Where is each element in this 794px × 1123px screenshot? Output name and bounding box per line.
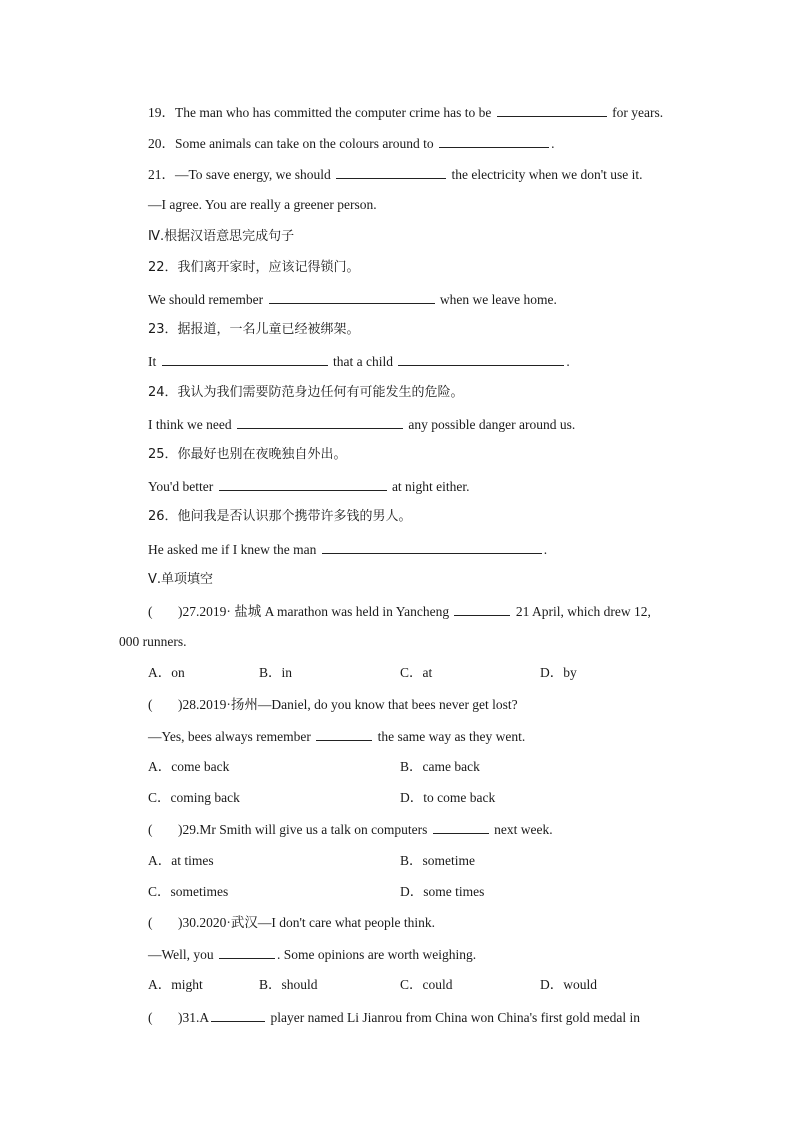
question-26-chinese: 26．他问我是否认识那个携带许多钱的男人。 (148, 509, 412, 524)
option-c[interactable]: C．could (400, 977, 453, 992)
answer-blank[interactable] (439, 134, 549, 148)
answer-paren[interactable]: ( (148, 822, 153, 837)
answer-blank[interactable] (219, 945, 275, 959)
option-b[interactable]: B．came back (400, 759, 480, 774)
section-4-heading: Ⅳ.根据汉语意思完成句子 (148, 229, 295, 244)
answer-blank[interactable] (316, 727, 372, 741)
question-27: ( )27.2019· 盐城 A marathon was held in Yancheng 21 April, which drew 12, (148, 604, 651, 619)
question-28: ( )28.2019·扬州—Daniel, do you know that bees never get lost? (148, 697, 518, 712)
question-21: 21．—To save energy, we should the electricity when we don't use it. (148, 167, 643, 182)
option-b[interactable]: B．in (259, 665, 293, 680)
answer-blank[interactable] (336, 165, 446, 179)
option-b[interactable]: B．should (259, 977, 318, 992)
question-26: He asked me if I knew the man . (148, 542, 548, 557)
answer-blank[interactable] (162, 352, 328, 366)
question-19: 19．The man who has committed the computer crime has to be for years. (148, 105, 664, 120)
option-d[interactable]: D．some times (400, 884, 485, 899)
answer-blank[interactable] (322, 540, 542, 554)
question-22-chinese: 22．我们离开家时，应该记得锁门。 (148, 260, 360, 275)
answer-blank[interactable] (433, 820, 489, 834)
answer-blank[interactable] (219, 477, 387, 491)
option-a[interactable]: A．come back (148, 759, 230, 774)
question-21-reply: —I agree. You are really a greener person. (148, 197, 377, 212)
answer-blank[interactable] (211, 1008, 265, 1022)
answer-blank[interactable] (269, 290, 435, 304)
option-d[interactable]: D．to come back (400, 790, 496, 805)
question-30-reply: —Well, you . Some opinions are worth weighing. (148, 947, 477, 962)
question-25-chinese: 25．你最好也别在夜晚独自外出。 (148, 447, 347, 462)
question-29: ( )29.Mr Smith will give us a talk on computers next week. (148, 822, 553, 837)
question-23: It that a child . (148, 354, 570, 369)
answer-blank[interactable] (237, 415, 403, 429)
question-31: ( )31.A player named Li Jianrou from China won China's first gold medal in (148, 1010, 640, 1025)
question-25: You'd better at night either. (148, 479, 470, 494)
answer-paren[interactable]: ( (148, 604, 153, 619)
section-5-heading: Ⅴ.单项填空 (148, 572, 214, 587)
question-23-chinese: 23．据报道，一名儿童已经被绑架。 (148, 322, 360, 337)
option-c[interactable]: C．coming back (148, 790, 240, 805)
question-30: ( )30.2020·武汉—I don't care what people think. (148, 915, 435, 930)
question-28-reply: —Yes, bees always remember the same way as they went. (148, 729, 526, 744)
answer-paren[interactable]: ( (148, 697, 153, 712)
answer-paren[interactable]: ( (148, 915, 153, 930)
option-a[interactable]: A．on (148, 665, 185, 680)
option-d[interactable]: D．would (540, 977, 597, 992)
question-20: 20．Some animals can take on the colours around to . (148, 136, 555, 151)
option-c[interactable]: C．sometimes (148, 884, 229, 899)
option-a[interactable]: A．at times (148, 853, 214, 868)
question-24: I think we need any possible danger around us. (148, 417, 576, 432)
answer-blank[interactable] (497, 103, 607, 117)
option-d[interactable]: D．by (540, 665, 577, 680)
answer-paren[interactable]: ( (148, 1010, 153, 1025)
question-22: We should remember when we leave home. (148, 292, 557, 307)
answer-blank[interactable] (454, 602, 510, 616)
question-24-chinese: 24．我认为我们需要防范身边任何有可能发生的危险。 (148, 385, 464, 400)
question-27-continuation: 000 runners. (119, 634, 187, 649)
answer-blank[interactable] (398, 352, 564, 366)
option-b[interactable]: B．sometime (400, 853, 475, 868)
option-c[interactable]: C．at (400, 665, 433, 680)
option-a[interactable]: A．might (148, 977, 203, 992)
